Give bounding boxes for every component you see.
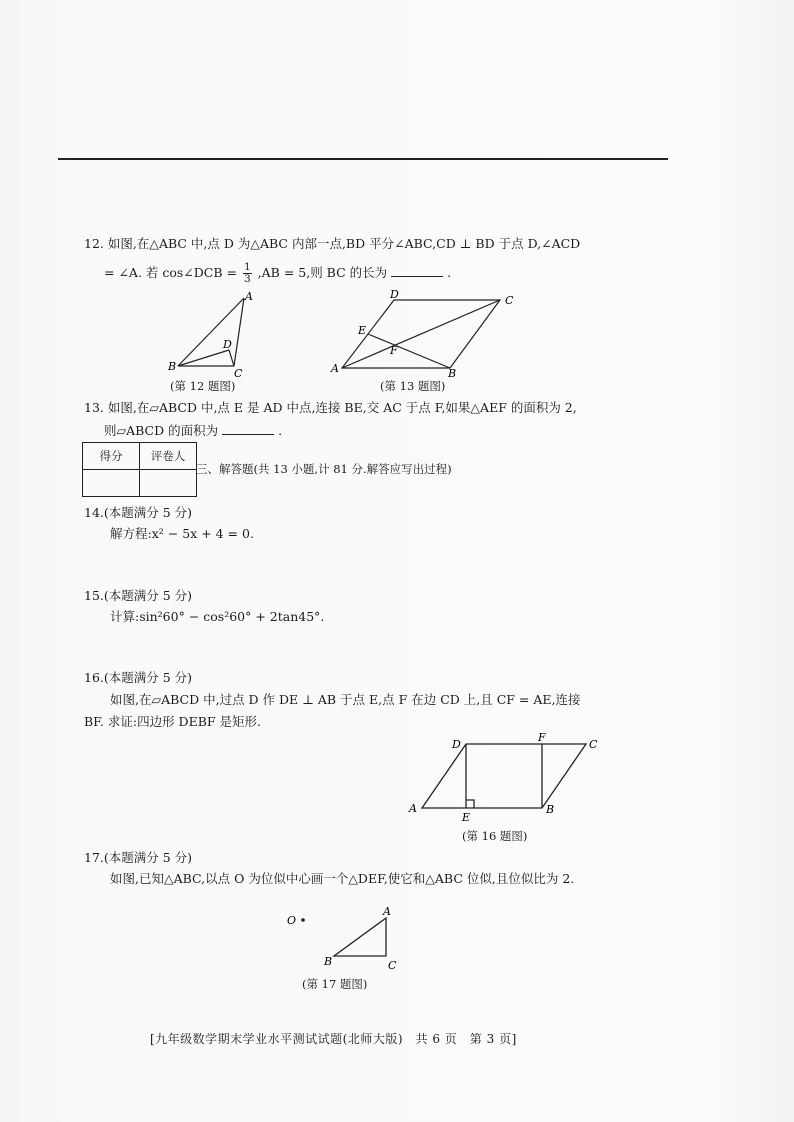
q12-frac-den: 3 xyxy=(244,273,251,285)
q15-body: 计算:sin²60° − cos²60° + 2tan45°. xyxy=(110,609,325,624)
figure-17 xyxy=(276,902,406,974)
fig13-caption: (第 13 题图) xyxy=(380,379,446,393)
fig16-label-e: E xyxy=(462,811,471,824)
fig17-label-c: C xyxy=(388,959,397,972)
fig13-label-d: D xyxy=(390,288,399,301)
grader-header: 评卷人 xyxy=(140,443,197,470)
figure-16 xyxy=(400,730,610,826)
q12-fraction xyxy=(243,262,252,285)
q17-heading: 17.(本题满分 5 分) xyxy=(84,850,193,865)
fig17-label-o: O xyxy=(287,914,297,927)
q12-frac-num: 1 xyxy=(244,261,251,273)
fig17-label-a: A xyxy=(383,905,391,918)
fig12-label-d: D xyxy=(223,338,232,351)
q13-answer-blank xyxy=(222,422,274,435)
fig16-label-f: F xyxy=(538,731,546,744)
figure-13 xyxy=(326,288,522,380)
score-header: 得分 xyxy=(83,443,140,470)
fig12-label-a: A xyxy=(245,290,253,303)
q13-line2a: 则▱ABCD 的面积为 xyxy=(104,423,219,438)
fig13-label-b: B xyxy=(448,367,457,380)
q12-line2c: . xyxy=(447,265,452,280)
fig12-seg-cd xyxy=(229,350,234,366)
q12-line2 xyxy=(104,262,451,285)
fig12-label-c: C xyxy=(234,367,243,380)
fig13-label-a: A xyxy=(331,362,339,375)
fig16-right-angle-mark xyxy=(466,800,474,808)
fig17-label-b: B xyxy=(324,955,333,968)
fig16-label-d: D xyxy=(452,738,461,751)
q16-heading: 16.(本题满分 5 分) xyxy=(84,670,193,685)
fig17-triangle-abc xyxy=(334,918,386,956)
q12-line1: 12. 如图,在△ABC 中,点 D 为△ABC 内部一点,BD 平分∠ABC,CD ⊥ BD 于点 D,∠ACD xyxy=(84,236,581,251)
fig16-label-a: A xyxy=(409,802,417,815)
q12-answer-blank xyxy=(391,264,443,277)
header-rule xyxy=(58,158,668,160)
q15-heading: 15.(本题满分 5 分) xyxy=(84,588,193,603)
q14-heading: 14.(本题满分 5 分) xyxy=(84,505,193,520)
fig16-caption: (第 16 题图) xyxy=(462,829,528,843)
page-footer: [九年级数学期末学业水平测试试题(北师大版) 共 6 页 第 3 页] xyxy=(150,1032,517,1046)
fig17-point-o xyxy=(301,918,305,922)
q13-line2 xyxy=(104,422,282,439)
q16-body-line1: 如图,在▱ABCD 中,过点 D 作 DE ⊥ AB 于点 E,点 F 在边 CD 上,且 CF = AE,连接 xyxy=(110,692,581,707)
score-table xyxy=(82,442,197,497)
q14-body: 解方程:x² − 5x + 4 = 0. xyxy=(110,526,254,541)
figure-12 xyxy=(160,288,260,380)
fig16-parallelogram xyxy=(422,744,586,808)
fig17-caption: (第 17 题图) xyxy=(302,977,368,991)
fig12-label-b: B xyxy=(168,360,177,373)
q16-body-line2: BF. 求证:四边形 DEBF 是矩形. xyxy=(84,714,261,729)
q12-line2a: = ∠A. 若 cos∠DCB = xyxy=(104,265,238,280)
grader-cell xyxy=(140,470,197,497)
q13-line1: 13. 如图,在▱ABCD 中,点 E 是 AD 中点,连接 BE,交 AC 于点 F,如果△AEF 的面积为 2, xyxy=(84,400,577,415)
fig13-label-f: F xyxy=(390,344,398,357)
section-3-heading: 三、解答题(共 13 小题,计 81 分.解答应写出过程) xyxy=(196,462,452,476)
fig13-label-e: E xyxy=(358,324,367,337)
q13-line2b: . xyxy=(278,423,283,438)
fig12-caption: (第 12 题图) xyxy=(170,379,236,393)
q12-line2b: ,AB = 5,则 BC 的长为 xyxy=(257,265,388,280)
q17-body: 如图,已知△ABC,以点 O 为位似中心画一个△DEF,使它和△ABC 位似,且位似比为 2. xyxy=(110,871,575,886)
fig13-label-c: C xyxy=(505,294,514,307)
fig12-side-ac xyxy=(234,298,244,366)
fig16-label-b: B xyxy=(546,803,555,816)
fig16-label-c: C xyxy=(589,738,598,751)
score-cell xyxy=(83,470,140,497)
